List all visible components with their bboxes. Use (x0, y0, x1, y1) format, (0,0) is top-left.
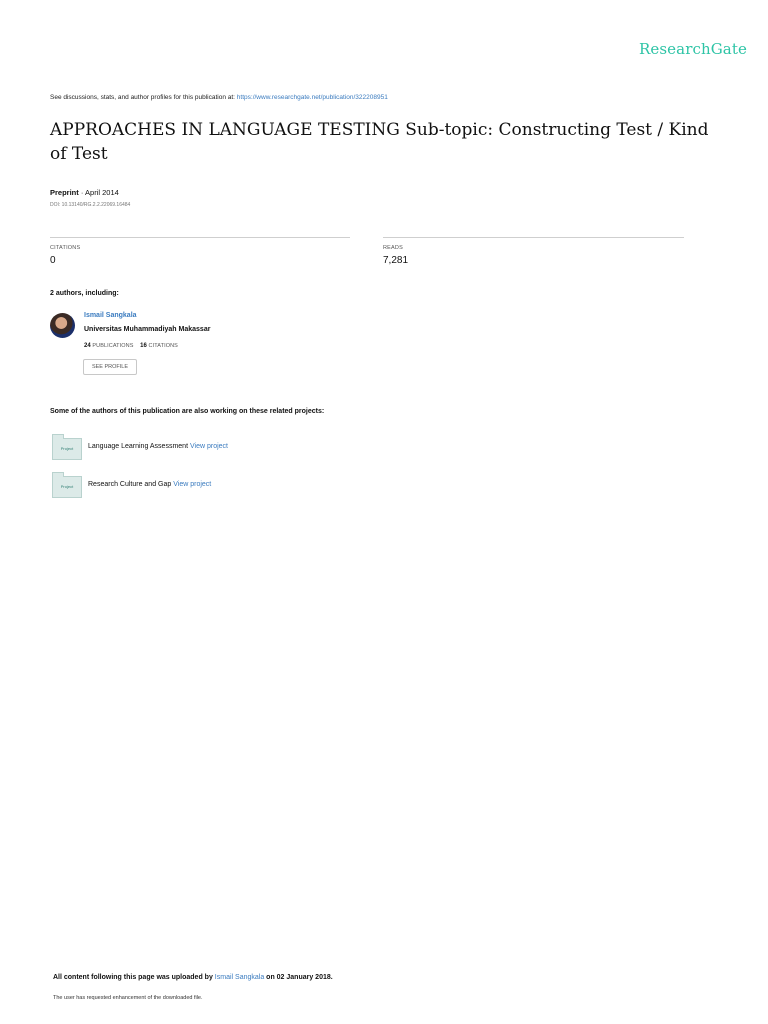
author-publications-label: PUBLICATIONS (92, 343, 134, 349)
see-profile-button[interactable]: SEE PROFILE (83, 359, 137, 375)
project-title: Language Learning Assessment (88, 443, 189, 450)
author-avatar[interactable] (50, 313, 75, 338)
publication-title: APPROACHES IN LANGUAGE TESTING Sub-topic: Constructing Test / Kind of Test (50, 120, 709, 164)
discussion-text: See discussions, stats, and author profiles for this publication at: (50, 94, 237, 101)
author-stats (84, 343, 178, 349)
authors-heading: 2 authors, including: (50, 290, 119, 297)
project-item (88, 443, 228, 450)
project-title: Research Culture and Gap (88, 481, 172, 488)
publication-type: Preprint (50, 188, 79, 197)
author-name-link[interactable]: Ismail Sangkala (84, 312, 137, 319)
researchgate-logo[interactable]: ResearchGate (639, 40, 747, 58)
reads-value: 7,281 (383, 255, 409, 266)
meta-separator: · (80, 188, 86, 197)
author-institution: Universitas Muhammadiyah Makassar (84, 326, 211, 333)
uploader-link[interactable]: Ismail Sangkala (214, 974, 265, 981)
enhancement-note: The user has requested enhancement of the downloaded file. (53, 995, 203, 1001)
publication-meta (50, 188, 119, 197)
author-citations-count: 16 (140, 343, 147, 349)
citations-divider (50, 237, 350, 238)
project-folder-icon: Project (52, 476, 82, 498)
author-publications-count: 24 (84, 343, 91, 349)
author-citations-label: CITATIONS (148, 343, 178, 349)
related-projects-heading: Some of the authors of this publication are also working on these related projects: (50, 408, 325, 415)
upload-prefix: All content following this page was uploaded by (53, 974, 215, 981)
reads-divider (383, 237, 684, 238)
view-project-link[interactable]: View project (173, 481, 212, 488)
reads-label: READS (383, 245, 403, 251)
discussion-line (50, 94, 388, 101)
publication-doi: DOI: 10.13140/RG.2.2.22069.16484 (50, 202, 131, 208)
project-item (88, 481, 211, 488)
citations-label: CITATIONS (50, 245, 81, 251)
view-project-link[interactable]: View project (189, 443, 228, 450)
upload-suffix: on 02 January 2018. (264, 974, 333, 981)
upload-note (53, 974, 333, 981)
citations-value: 0 (50, 255, 56, 266)
publication-url-link[interactable]: https://www.researchgate.net/publication/322208951 (236, 94, 388, 101)
project-folder-icon: Project (52, 438, 82, 460)
publication-date: April 2014 (85, 188, 119, 197)
